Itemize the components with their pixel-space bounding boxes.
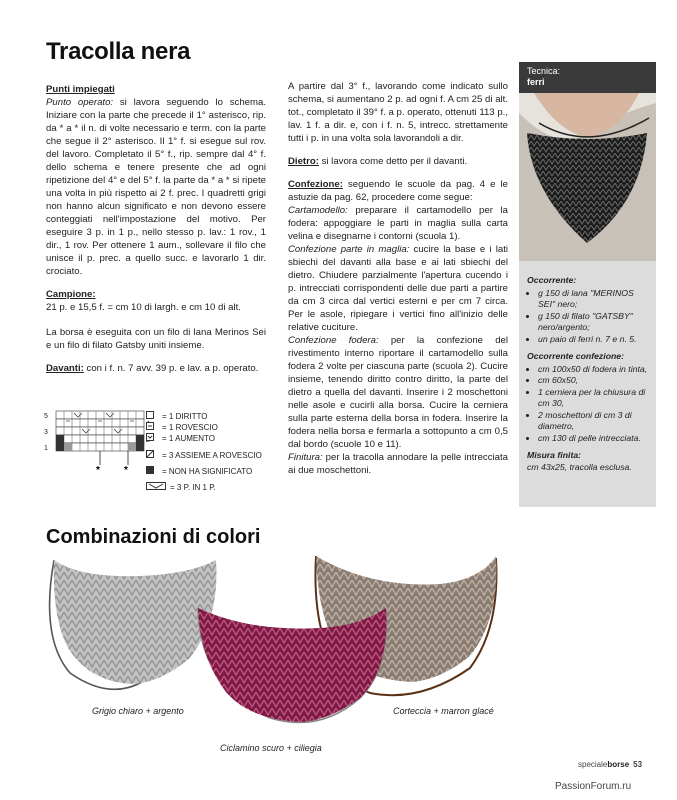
punto-label: Punto operato: xyxy=(46,97,114,108)
confezione-text: seguendo le scuole da pag. 4 e le astuzie da pag. 62, procedere come segue: xyxy=(288,179,508,203)
punto-text: si lavora seguendo lo schema. Iniziare con la parte che precede il 1° asterisco, rip. da * a * il n. di volte necessario e term. con la parte che segue il 2° asterisco. Il 1° f. si esegue sul rov. del lavoro. Completato il 5° f., rip. sempre dal 4° f. dello schema e tenere presente che ad ogni ripetizione del 4° e del 5° f. la parte da * a * si ripete una volta in più rispetto ai 2 f. prec. I quadretti grigi non hanno alcun significato e non devono essere conteggiati nell'impostazione del motivo. Per eseguire 3 p. in 1 p., nello stesso p. lav.: 1 rov., 1 dir., 1 rov. Per ottenere 1 aum., sollevare il filo che unisce il p. prec. a quello succ. e lavorarlo 1 dir. crociato. xyxy=(46,97,266,277)
occorrente-heading: Occorrente: xyxy=(527,275,577,285)
confezione-label: Confezione: xyxy=(288,179,343,190)
campione-text: 21 p. e 15,5 f. = cm 10 di largh. e cm 10 di alt. xyxy=(46,302,241,313)
caption-ciclamino: Ciclamino scuro + ciliegia xyxy=(220,743,322,753)
misura-heading: Misura finita: xyxy=(527,450,582,460)
sidebar xyxy=(519,62,656,507)
page-number: 53 xyxy=(633,760,643,769)
list-item: • 1 cerniera per la chiusura di cm 30, xyxy=(538,387,649,410)
finitura-text: per la tracolla annodare la pelle intrecciata ai due moschettoni. xyxy=(288,452,508,476)
legend-text: = NON HA SIGNIFICATO xyxy=(162,466,253,476)
intro-text: A partire dal 3° f., lavorando come indicato sullo schema, si aumentano 2 p. ad ogni f. A cm 25 di alt. tot., completato il 39° f. a p. operato, ottenuti 113 p., lav. 1 f. a dir. e, con i f. n. 5, intrecc. strettamente tutti i p. in una volta sola lavorandoli a dir. xyxy=(288,81,508,144)
finitura-label: Finitura: xyxy=(288,452,323,463)
sidebar-body xyxy=(519,261,656,473)
knitting-chart xyxy=(40,407,150,475)
list-item: • cm 60x50, xyxy=(538,375,649,387)
legend-row xyxy=(146,422,262,433)
confezione-list xyxy=(527,364,649,445)
davanti-paragraph xyxy=(46,362,266,375)
legend-text: = 1 DIRITTO xyxy=(162,412,208,421)
fodera-label: Confezione fodera: xyxy=(288,335,379,346)
occorrente-list xyxy=(527,288,649,346)
maglia-label: Confezione parte in maglia: xyxy=(288,244,410,255)
chart-row-label-1: 1 xyxy=(44,445,48,452)
legend-row xyxy=(146,450,262,461)
davanti-label: Davanti: xyxy=(46,363,84,374)
legend-text: = 3 ASSIEME A ROVESCIO xyxy=(162,450,262,460)
combinazioni-title: Combinazioni di colori xyxy=(46,526,261,548)
asterisk-1: * xyxy=(96,465,100,475)
tecnica-label: Tecnica: xyxy=(527,66,561,76)
list-item: • cm 100x50 di fodera in tinta, xyxy=(538,364,649,376)
davanti-text: con i f. n. 7 avv. 39 p. e lav. a p. operato. xyxy=(83,363,259,374)
footer-brand-a: speciale xyxy=(578,760,608,769)
page-title: Tracolla nera xyxy=(46,38,191,65)
punti-heading: Punti impiegati xyxy=(46,84,115,95)
list-item: • g 150 di filato "GATSBY" nero/argento; xyxy=(538,311,649,334)
legend-row xyxy=(146,482,262,493)
tecnica-value: ferri xyxy=(527,77,545,87)
watermark: PassionForum.ru xyxy=(555,781,632,792)
maglia-paragraph xyxy=(288,243,508,334)
finitura-paragraph xyxy=(288,451,508,477)
asterisk-2: * xyxy=(124,465,128,475)
dietro-label: Dietro: xyxy=(288,156,319,167)
legend-text: = 1 ROVESCIO xyxy=(162,423,218,433)
punto-operato-paragraph xyxy=(46,96,266,278)
caption-corteccia: Corteccia + marron glacé xyxy=(393,706,494,716)
fodera-text: per la confezione del rivestimento interno riportare il cartamodello sulla fodera 2 volte per ciascuna parte (scuola 2). Cucire insieme, tenendo diritto contro diritto, la parte del dietro a quella del davanti. Inserire i 2 moschettoni nelle asole e cucirli alla borsa. Cucire la cerniera sulla parte esterna della borsa in fodera. Inserire la fodera nella borsa e fermarla a sottopunto a cm 0,5 dal bordo (scuole 10 e 11). xyxy=(288,335,509,450)
caption-grigio: Grigio chiaro + argento xyxy=(92,706,184,716)
three-in-one-icon xyxy=(146,482,170,493)
plus-square-icon xyxy=(146,433,162,444)
chart-row-label-5: 5 xyxy=(44,413,48,420)
dietro-paragraph xyxy=(288,155,508,168)
legend-text: = 1 AUMENTO xyxy=(162,434,215,444)
empty-square-icon xyxy=(146,411,162,422)
confezione-heading: Occorrente confezione: xyxy=(527,351,625,361)
chart-legend xyxy=(146,411,262,493)
campione-heading: Campione: xyxy=(46,289,96,300)
dietro-text: si lavora come detto per il davanti. xyxy=(318,156,468,167)
list-item: • cm 130 di pelle intrecciata. xyxy=(538,433,649,445)
color-combinations-illustration xyxy=(40,548,510,748)
cartamodello-paragraph xyxy=(288,204,508,243)
filled-square-icon xyxy=(146,466,162,477)
instructions-column-2 xyxy=(288,80,508,487)
list-item: • g 150 di lana "MERINOS SEI" nero; xyxy=(538,288,649,311)
borsa-text: La borsa è eseguita con un filo di lana Merinos Sei e un filo di filato Gatsby uniti insieme. xyxy=(46,327,266,351)
list-item: • 2 moschettoni di cm 3 di diametro, xyxy=(538,410,649,433)
cartamodello-label: Cartamodello: xyxy=(288,205,348,216)
tecnica-box xyxy=(519,62,656,93)
cartamodello-text: preparare il cartamodello per la fodera: appoggiare le parti in maglia sulla carta velina e disegnarne i contorni (scuola 1). xyxy=(288,205,508,242)
model-photo xyxy=(519,93,656,261)
list-item: • un paio di ferri n. 7 e n. 5. xyxy=(538,334,649,346)
grey-bag xyxy=(54,560,217,684)
fodera-paragraph xyxy=(288,334,508,451)
misura-text: cm 43x25, tracolla esclusa. xyxy=(527,461,632,472)
chart-row-label-3: 3 xyxy=(44,429,48,436)
legend-row xyxy=(146,433,262,444)
dash-square-icon xyxy=(146,422,162,433)
footer-brand-b: borse xyxy=(607,760,630,769)
pink-bag xyxy=(198,608,386,722)
maglia-text: cucire la base e i lati sbiechi del davanti alla base e ai lati sbiechi del dietro. Chiudere parzialmente l'apertura cucendo i p. intrecciati corrispondenti delle due parti a partire da cm 3 circa dal vertici esterni e per cm 7 circa. Per le asole, ripiegare i vertici fino all'inizio delle relative cuciture. xyxy=(288,244,509,333)
legend-text: = 3 P. IN 1 P. xyxy=(170,482,216,492)
legend-row xyxy=(146,411,262,422)
legend-row xyxy=(146,466,262,477)
confezione-paragraph xyxy=(288,178,508,204)
page-footer xyxy=(578,760,642,769)
slash-square-icon xyxy=(146,450,162,461)
instructions-column-1 xyxy=(46,83,266,385)
